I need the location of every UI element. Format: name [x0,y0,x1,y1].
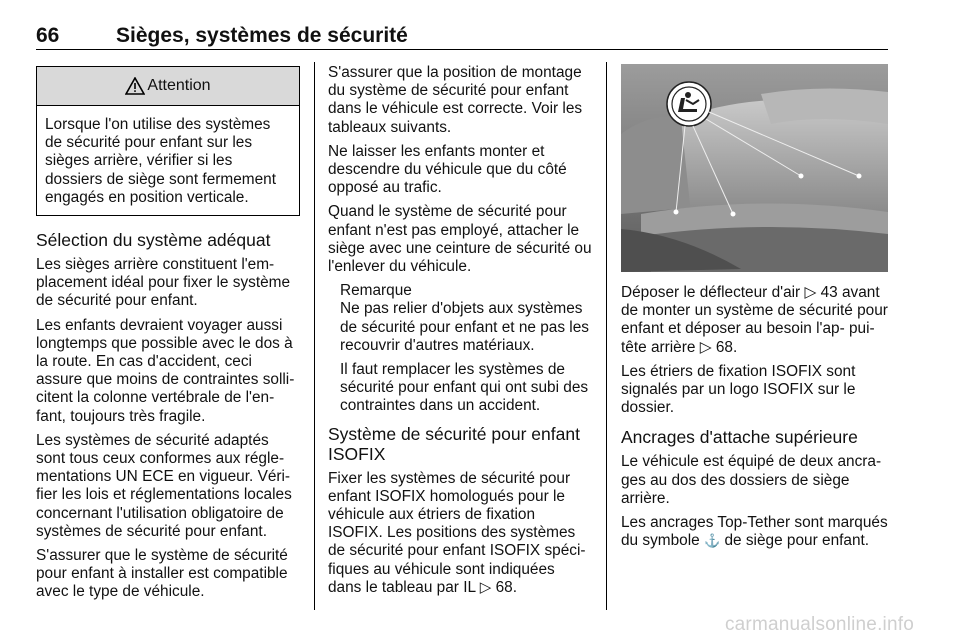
paragraph [328,470,592,597]
paragraph: Les enfants devraient voyager aussi longtemps que possible avec le dos à la route. En cas d'accident, ceci assure que moins de contraintes solli‐ citent la colonne vertébrale de l'en‐ fant, toujours très fragile. [36,316,295,425]
page-title: Sièges, systèmes de sécurité [116,24,408,47]
note-title: Remarque [340,282,412,300]
note-paragraph: Il faut remplacer les systèmes de sécurité pour enfant qui ont subi des contraintes dans un accident. [340,361,589,415]
paragraph [621,284,888,357]
page-reference-icon: ▷ [699,338,712,356]
column-divider [314,62,315,610]
section-heading: Ancrages d'attache supérieure [621,427,858,448]
note-block [328,282,592,415]
text: Les ancrages Top-Tether sont marqués du symbole [621,514,888,550]
page-reference: 68. [495,578,517,596]
page-reference-icon: ▷ [479,578,492,596]
paragraph [621,514,888,550]
warning-box [36,66,300,216]
paragraph: Les sièges arrière constituent l'em‐ placement idéal pour fixer le système de sécurité pour enfant. [36,256,291,310]
text: avant de monter un système de sécurité pour enfant et déposer au besoin l'ap‐ pui-tête arrière [621,284,888,356]
rear-seat-illustration [621,64,888,272]
header-rule [36,49,888,50]
watermark: carmanualsonline.info [724,614,914,635]
isofix-text: Fixer les systèmes de sécurité pour enfant ISOFIX homologués pour le véhicule aux étriers de fixation ISOFIX. Les positions des systèmes de sécurité pour enfant ISOFIX spéci‐ fiques au véhicule sont indiquées dans le tableau par IL [328,469,586,596]
text: Déposer le déflecteur d'air [621,284,801,301]
warning-header [37,67,299,106]
page-reference-icon: ▷ [804,284,817,301]
column-left [36,66,300,608]
paragraph: S'assurer que la position de montage du système de sécurité pour enfant dans le véhicule est correcte. Voir les tableaux suivants. [328,64,583,136]
warning-title: Attention [147,77,211,94]
warning-triangle-icon [125,77,145,95]
rear-seat-photo [621,64,888,272]
paragraph: S'assurer que le système de sécurité pour enfant à installer est compatible avec le type de véhicule. [36,547,288,601]
page-reference: 43 [820,284,838,301]
note-paragraph: Ne pas relier d'objets aux systèmes de sécurité pour enfant et ne pas les recouvrir d'autres matériaux. [340,300,589,354]
warning-body [37,106,299,215]
section-heading: Système de sécurité pour enfant ISOFIX [328,423,580,464]
text: de siège pour enfant. [724,532,870,550]
page-header [36,24,888,50]
section-heading: Sélection du système adéquat [36,230,271,251]
column-right [621,64,888,556]
paragraph: Quand le système de sécurité pour enfant n'est pas employé, attacher le siège avec une ceinture de sécurité ou l'enlever du véhicule. [328,203,592,276]
paragraph: Ne laisser les enfants monter et descendre du véhicule que du côté opposé au trafic. [328,142,567,197]
top-tether-icon: ⚓ [704,533,721,549]
warning-text: Lorsque l'on utilise des systèmes de sécurité pour enfant sur les sièges arrière, vérifier si les dossiers de siège sont fermement engagés en position verticale. [45,116,276,206]
paragraph: Les étriers de fixation ISOFIX sont signalés par un logo ISOFIX sur le dossier. [621,362,856,417]
column-middle [328,64,592,603]
page-number: 66 [36,24,60,47]
column-divider [606,62,607,610]
paragraph: Les systèmes de sécurité adaptés sont tous ceux conformes aux régle‐ mentations UN ECE en vigueur. Véri‐ fier les lois et réglementations locales concernant l'utilisation obligatoire de systèmes de sécurité pour enfant. [36,431,292,540]
page-reference: 68. [715,338,738,356]
paragraph: Le véhicule est équipé de deux ancra‐ ges au dos des dossiers de siège arrière. [621,453,882,507]
